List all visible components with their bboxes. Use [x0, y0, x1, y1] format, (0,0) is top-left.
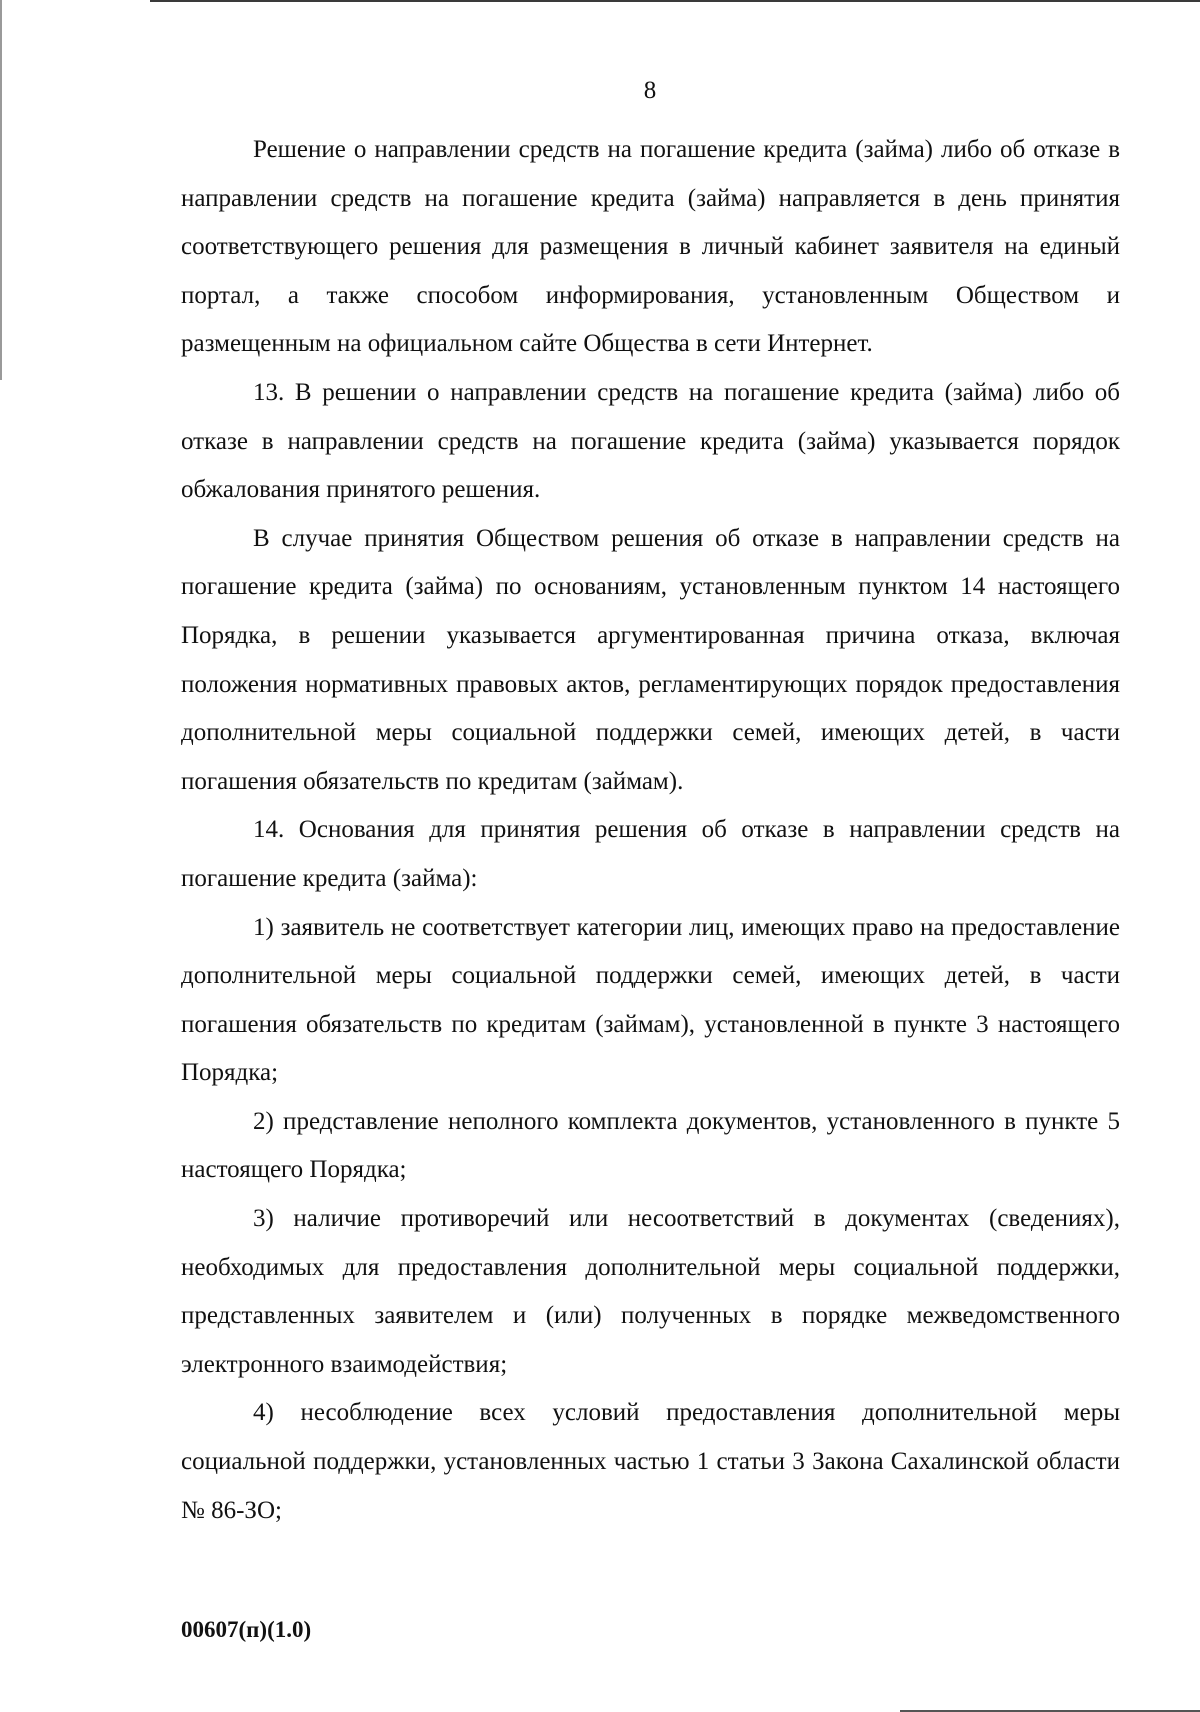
- page-number: 8: [643, 77, 657, 104]
- paragraph-item-13: 13. В решении о направлении средств на погашение кредита (займа) либо об отказе в направлении средств на погашение кредита (займа) указывается порядок обжалования принятого решения.: [181, 378, 1120, 504]
- list-item-3: 3) наличие противоречий или несоответствий в документах (сведениях), необходимых для предоставления дополнительной меры социальной поддержки, представленных заявителем и (или) полученных в порядке межведомственного электронного взаимодействия;: [181, 1205, 1120, 1378]
- paragraph-item-14: 14. Основания для принятия решения об отказе в направлении средств на погашение кредита (займа):: [181, 816, 1120, 892]
- list-item-4: 4) несоблюдение всех условий предоставления дополнительной меры социальной поддержки, установленных частью 1 статьи 3 Закона Сахалинской области № 86-ЗО;: [181, 1399, 1120, 1524]
- document-code: 00607(п)(1.0): [181, 1617, 312, 1642]
- scan-edge-left: [0, 0, 2, 380]
- list-item-1: 1) заявитель не соответствует категории лиц, имеющих право на предоставление дополнительной меры социальной поддержки семей, имеющих детей, в части погашения обязательств по кредитам (займам), установленной в пункте 3 настоящего Порядка;: [181, 913, 1120, 1087]
- paragraph-decision-notice: Решение о направлении средств на погашение кредита (займа) либо об отказе в направлении средств на погашение кредита (займа) направляется в день принятия соответствующего решения для размещения в личный кабинет заявителя на единый портал, а также способом информирования, установленным Обществом и размещенным на официальном сайте Общества в сети Интернет.: [181, 136, 1120, 358]
- document-body: [181, 126, 1120, 1535]
- list-item-2: 2) представление неполного комплекта документов, установленного в пункте 5 настоящего Порядка;: [181, 1107, 1120, 1184]
- scan-edge-top: [150, 0, 1200, 2]
- paragraph-refusal-reasoning: В случае принятия Обществом решения об отказе в направлении средств на погашение кредита (займа) по основаниям, установленным пунктом 14 настоящего Порядка, в решении указывается аргументированная причина отказа, включая положения нормативных правовых актов, регламентирующих порядок предоставления дополнительной меры социальной поддержки семей, имеющих детей, в части погашения обязательств по кредитам (займам).: [181, 524, 1120, 795]
